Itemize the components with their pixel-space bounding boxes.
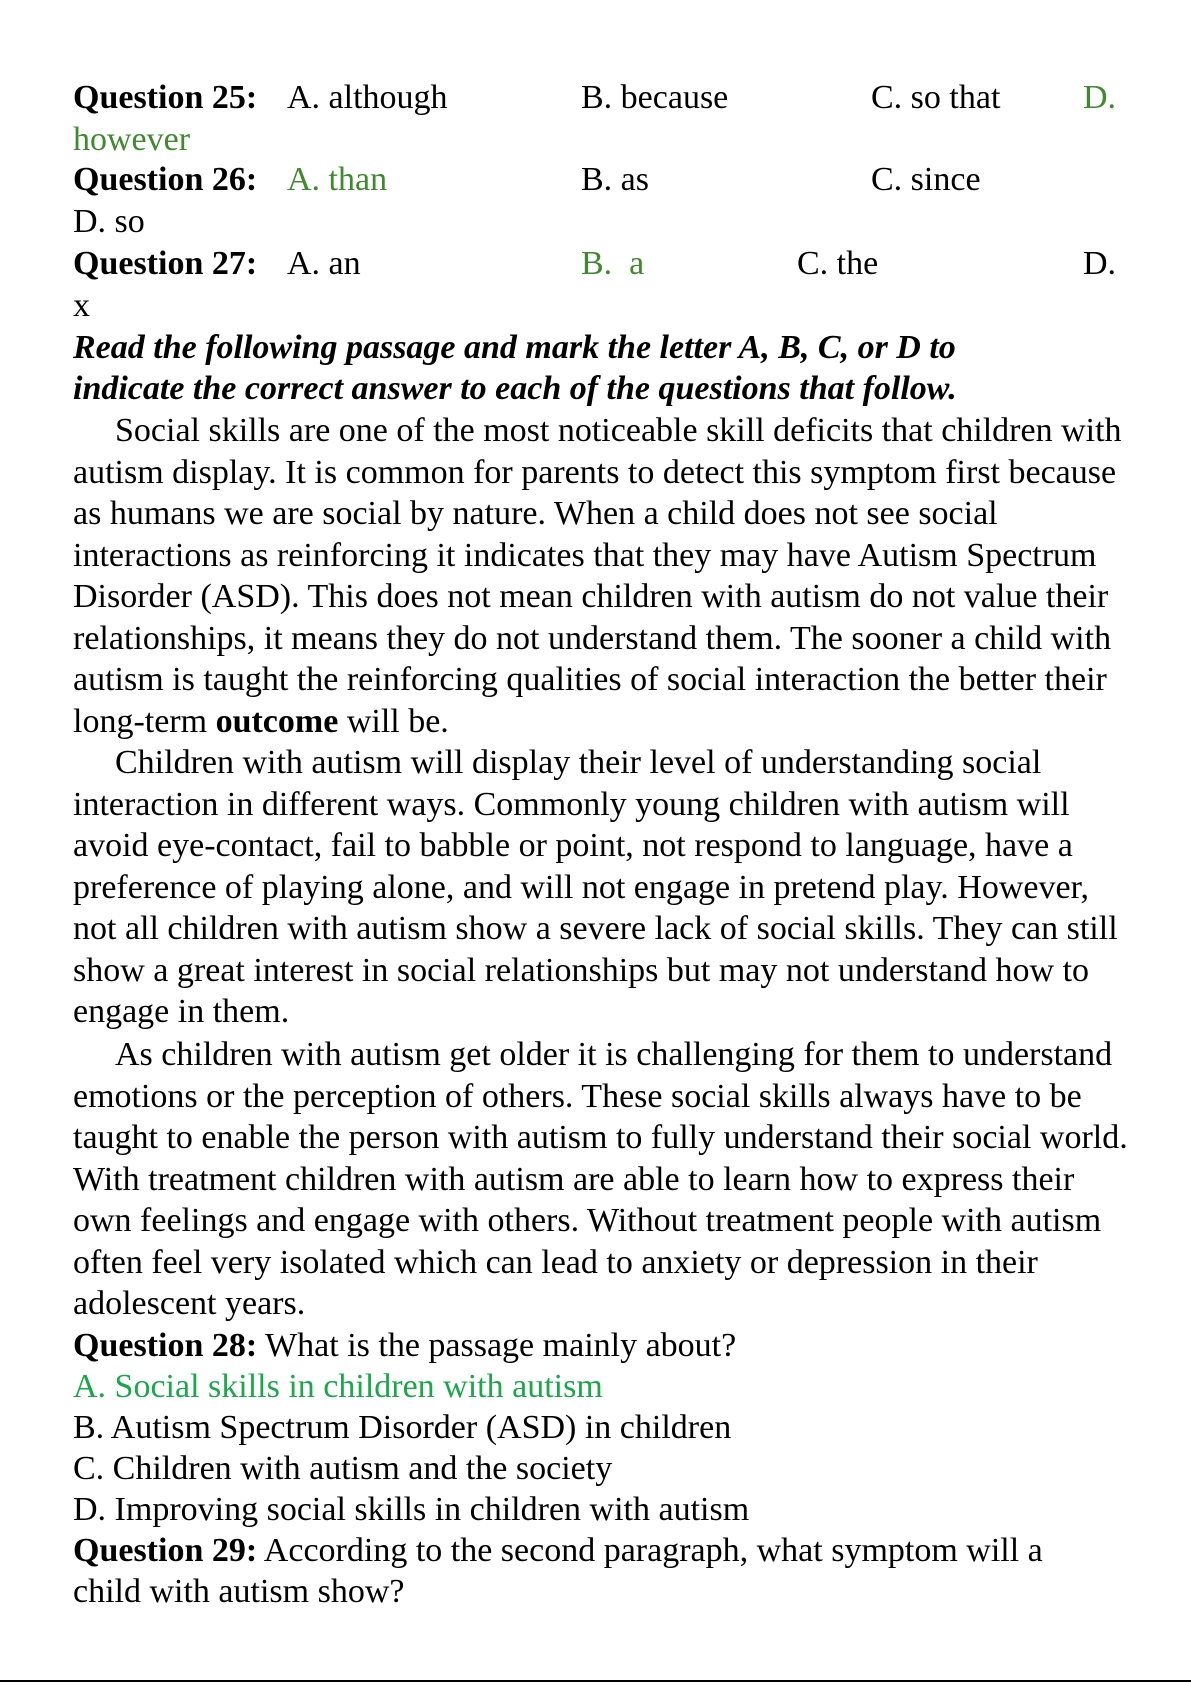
q25-option-b: B. because [581,79,729,116]
q28-option-a: A. Social skills in children with autism [73,1368,603,1405]
question-29-text-line-2: child with autism show? [73,1573,405,1610]
question-28-row [73,1326,736,1366]
q26-option-a: A. than [287,161,388,198]
q25-option-c: C. so that [871,79,1001,116]
highlighted-word-outcome: outcome [215,702,339,740]
q27-option-b: B. a [581,245,645,282]
question-28-text: What is the passage mainly about? [257,1327,737,1364]
passage-paragraph-2: Children with autism will display their level of understanding social interaction in different ways. Commonly young children with autism will avoid eye-contact, fail to babble or point, not respond to language, have a preference of playing alone, and will not engage in pretend play. However, not all children with autism show a severe lack of social skills. They can still show a great interest in social relationships but may not understand how to engage in them. [73,744,1118,1030]
q27-option-a: A. an [287,245,361,282]
question-27-label: Question 27: [73,245,258,282]
question-25-label: Question 25: [73,79,258,116]
q27-option-d-text: x [73,287,90,324]
q26-option-b: B. as [581,161,649,198]
instruction-line-2: indicate the correct answer to each of the questions that follow. [73,370,957,407]
q25-option-d-text: however [73,121,191,158]
q25-option-d: D. [1083,79,1117,116]
q25-option-a: A. although [287,79,448,116]
question-27-row [73,244,257,284]
q26-option-c: C. since [871,161,981,198]
q28-option-b: B. Autism Spectrum Disorder (ASD) in children [73,1409,732,1446]
question-29-text: According to the second paragraph, what symptom will a [257,1532,1043,1569]
q28-option-c: C. Children with autism and the society [73,1450,613,1487]
passage-paragraph-1 [73,410,1133,742]
question-29-row [73,1531,1043,1571]
q26-option-d: D. so [73,203,145,240]
q27-option-d: D. [1083,245,1117,282]
paragraph-1-text-end: will be. [338,702,449,740]
question-29-label: Question 29: [73,1532,258,1569]
page-bottom-divider [0,1680,1191,1682]
question-26-row [73,160,257,200]
question-28-label: Question 28: [73,1327,258,1364]
question-26-label: Question 26: [73,161,258,198]
question-25-row [73,78,257,118]
paragraph-1-text-start: Social skills are one of the most noticeable skill deficits that children with autism display. It is common for parents to detect this symptom first because as humans we are social by nature. When a child does not see social interactions as reinforcing it indicates that they may have Autism Spectrum Disorder (ASD). This does not mean children with autism do not value their relationships, it means they do not understand them. The sooner a child with autism is taught the reinforcing qualities of social interaction the better their long-term [73,412,1122,740]
q28-option-d: D. Improving social skills in children with autism [73,1491,750,1528]
passage-paragraph-3: As children with autism get older it is challenging for them to understand emotions or the perception of others. These social skills always have to be taught to enable the person with autism to fully understand their social world. With treatment children with autism are able to learn how to express their own feelings and engage with others. Without treatment people with autism often feel very isolated which can lead to anxiety or depression in their adolescent years. [73,1036,1128,1322]
q27-option-c: C. the [797,245,879,282]
instruction-line-1: Read the following passage and mark the letter A, B, C, or D to [73,329,956,366]
